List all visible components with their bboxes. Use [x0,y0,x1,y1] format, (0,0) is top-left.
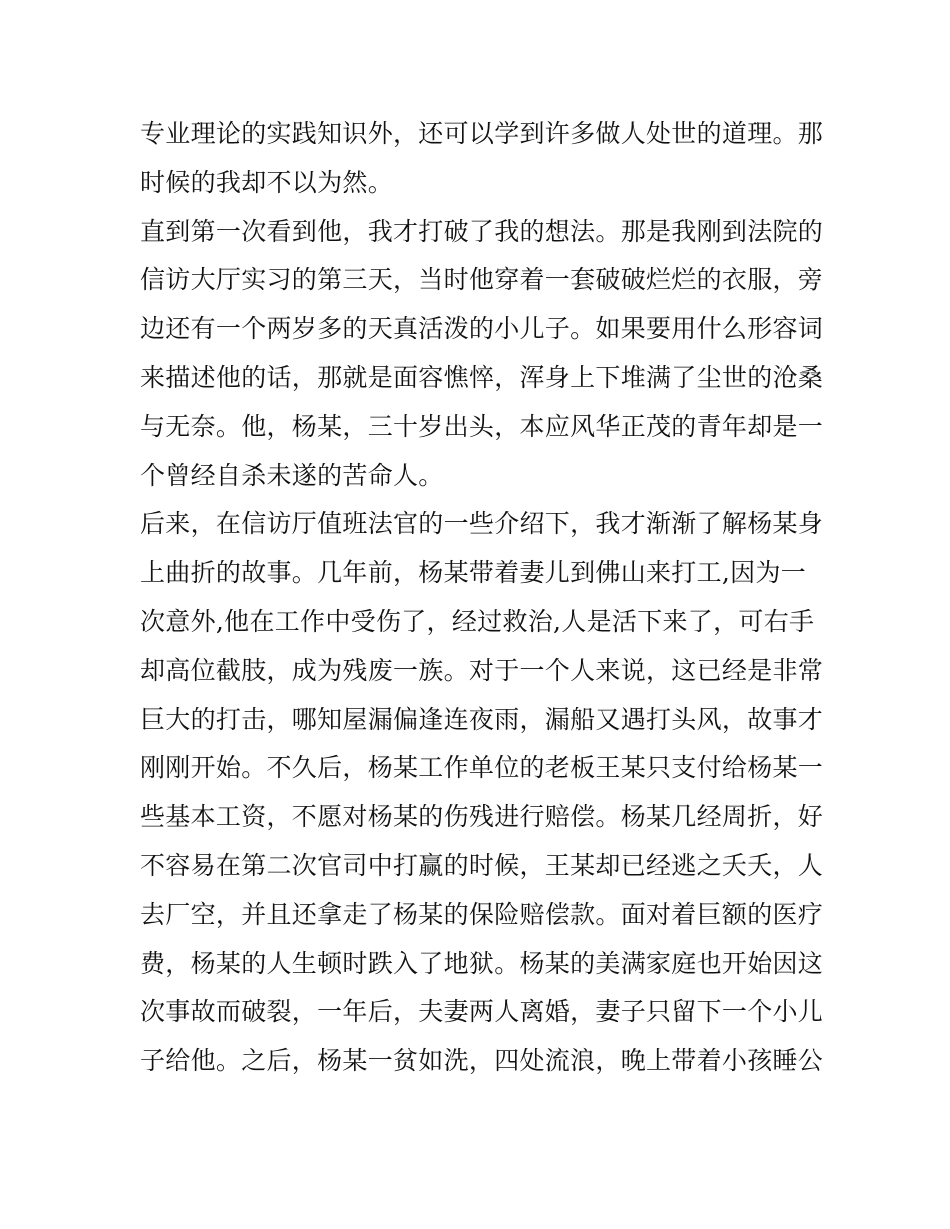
text-line: 上曲折的故事。几年前，杨某带着妻儿到佛山来打工,因为一 [140,558,807,588]
text-line: 却高位截肢，成为残废一族。对于一个人来说，这已经是非常 [140,655,824,685]
body-text [140,110,824,1086]
text-line: 来描述他的话，那就是面容憔悴，浑身上下堆满了尘世的沧桑 [140,362,824,392]
text-line: 专业理论的实践知识外，还可以学到许多做人处世的道理。那 [140,119,824,148]
text-line: 费，杨某的人生顿时跌入了地狱。杨某的美满家庭也开始因这 [140,948,824,978]
text-line: 子给他。之后，杨某一贫如洗，四处流浪，晚上带着小孩睡公 [140,1046,824,1076]
text-line: 后来，在信访厅值班法官的一些介绍下，我才渐渐了解杨某身 [140,509,824,539]
text-line: 刚刚开始。不久后，杨某工作单位的老板王某只支付给杨某一 [140,753,824,783]
text-line: 次意外,他在工作中受伤了，经过救治,人是活下来了，可右手 [140,606,815,636]
text-line: 与无奈。他，杨某，三十岁出头，本应风华正茂的青年却是一 [140,411,824,441]
text-line: 个曾经自杀未遂的苦命人。 [140,460,444,490]
text-line: 不容易在第二次官司中打赢的时候，王某却已经逃之夭夭，人 [140,850,824,880]
text-line: 去厂空，并且还拿走了杨某的保险赔偿款。面对着巨额的医疗 [140,899,824,929]
text-line: 巨大的打击，哪知屋漏偏逢连夜雨，漏船又遇打头风，故事才 [140,704,824,734]
text-line: 直到第一次看到他，我才打破了我的想法。那是我刚到法院的 [140,216,824,246]
text-line: 时候的我却不以为然。 [140,167,394,197]
text-line: 信访大厅实习的第三天，当时他穿着一套破破烂烂的衣服，旁 [140,265,824,295]
text-line: 边还有一个两岁多的天真活泼的小儿子。如果要用什么形容词 [140,314,824,344]
text-line: 次事故而破裂，一年后，夫妻两人离婚，妻子只留下一个小儿 [140,997,824,1027]
text-line: 些基本工资，不愿对杨某的伤残进行赔偿。杨某几经周折，好 [140,802,824,832]
